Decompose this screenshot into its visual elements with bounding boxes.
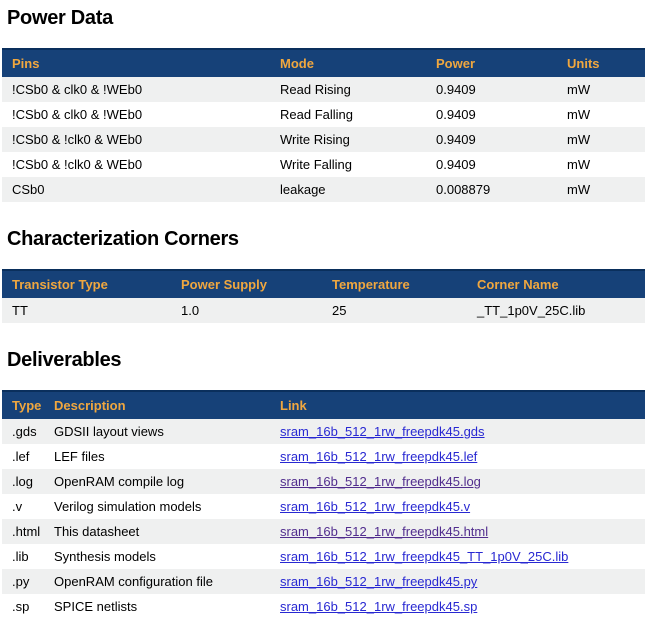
table-cell: CSb0: [12, 182, 45, 197]
table-row: [2, 152, 645, 177]
table-cell: Synthesis models: [54, 549, 156, 564]
table-cell: 1.0: [181, 303, 200, 318]
table-cell: .log: [12, 474, 33, 489]
table-row: [2, 102, 645, 127]
power-data-table: [2, 48, 645, 202]
section-characterization-corners: [2, 227, 660, 323]
column-header: Transistor Type: [2, 270, 171, 298]
column-header: Type: [2, 391, 44, 419]
table-cell: .lef: [12, 449, 30, 464]
table-cell: 0.9409: [436, 157, 476, 172]
table-cell: [270, 519, 645, 544]
table-cell: TT: [12, 303, 28, 318]
datasheet-page: [0, 6, 660, 625]
header-row: [2, 391, 645, 419]
file-link[interactable]: sram_16b_512_1rw_freepdk45_TT_1p0V_25C.lib: [280, 549, 569, 564]
table-row: [2, 519, 645, 544]
table-cell: leakage: [280, 182, 326, 197]
table-cell: [270, 444, 645, 469]
table-cell: !CSb0 & !clk0 & WEb0: [12, 157, 143, 172]
table-cell: mW: [567, 182, 591, 197]
section-deliverables: [2, 348, 660, 619]
column-header: Temperature: [322, 270, 467, 298]
section-power-data: [2, 6, 660, 202]
file-link[interactable]: sram_16b_512_1rw_freepdk45.v: [280, 499, 471, 514]
table-cell: !CSb0 & !clk0 & WEb0: [12, 132, 143, 147]
table-cell: This datasheet: [54, 524, 140, 539]
table-cell: !CSb0 & clk0 & !WEb0: [12, 107, 143, 122]
file-link[interactable]: sram_16b_512_1rw_freepdk45.log: [280, 474, 481, 489]
table-cell: .html: [12, 524, 41, 539]
table-cell: [270, 569, 645, 594]
table-cell: .py: [12, 574, 30, 589]
deliverables-table: [2, 390, 645, 619]
table-cell: Write Rising: [280, 132, 350, 147]
table-row: [2, 469, 645, 494]
table-cell: LEF files: [54, 449, 105, 464]
table-cell: OpenRAM compile log: [54, 474, 185, 489]
table-cell: 0.008879: [436, 182, 491, 197]
characterization-corners-title: Characterization Corners: [7, 228, 239, 250]
table-cell: GDSII layout views: [54, 424, 164, 439]
table-cell: [270, 594, 645, 619]
table-cell: mW: [567, 107, 591, 122]
table-cell: [270, 494, 645, 519]
table-cell: mW: [567, 132, 591, 147]
column-header: Power: [426, 49, 557, 77]
header-row: [2, 270, 645, 298]
table-cell: 0.9409: [436, 82, 476, 97]
table-cell: [270, 469, 645, 494]
table-cell: [270, 544, 645, 569]
file-link[interactable]: sram_16b_512_1rw_freepdk45.lef: [280, 449, 478, 464]
column-header: Mode: [270, 49, 426, 77]
table-cell: Read Rising: [280, 82, 351, 97]
table-row: [2, 419, 645, 444]
table-cell: Write Falling: [280, 157, 353, 172]
table-cell: .lib: [12, 549, 29, 564]
file-link[interactable]: sram_16b_512_1rw_freepdk45.py: [280, 574, 478, 589]
table-cell: 25: [332, 303, 347, 318]
deliverables-title: Deliverables: [7, 349, 122, 371]
column-header: Power Supply: [171, 270, 322, 298]
table-row: [2, 127, 645, 152]
table-cell: mW: [567, 82, 591, 97]
table-cell: SPICE netlists: [54, 599, 138, 614]
table-row: [2, 594, 645, 619]
table-cell: Verilog simulation models: [54, 499, 202, 514]
table-row: [2, 444, 645, 469]
column-header: Corner Name: [467, 270, 645, 298]
power-data-title: Power Data: [7, 7, 113, 29]
file-link[interactable]: sram_16b_512_1rw_freepdk45.sp: [280, 599, 478, 614]
table-cell: 0.9409: [436, 132, 476, 147]
file-link[interactable]: sram_16b_512_1rw_freepdk45.gds: [280, 424, 485, 439]
table-row: [2, 298, 645, 323]
table-cell: !CSb0 & clk0 & !WEb0: [12, 82, 143, 97]
table-cell: [270, 419, 645, 444]
column-header: Description: [44, 391, 270, 419]
file-link[interactable]: sram_16b_512_1rw_freepdk45.html: [280, 524, 489, 539]
column-header: Link: [270, 391, 645, 419]
table-cell: .v: [12, 499, 23, 514]
table-row: [2, 177, 645, 202]
table-cell: 0.9409: [436, 107, 476, 122]
table-row: [2, 494, 645, 519]
table-cell: mW: [567, 157, 591, 172]
column-header: Units: [557, 49, 645, 77]
table-row: [2, 77, 645, 102]
table-row: [2, 569, 645, 594]
table-cell: .sp: [12, 599, 30, 614]
table-cell: Read Falling: [280, 107, 353, 122]
column-header: Pins: [2, 49, 270, 77]
header-row: [2, 49, 645, 77]
table-cell: OpenRAM configuration file: [54, 574, 213, 589]
table-row: [2, 544, 645, 569]
characterization-corners-table: [2, 269, 645, 323]
table-cell: _TT_1p0V_25C.lib: [477, 303, 586, 318]
table-cell: .gds: [12, 424, 37, 439]
